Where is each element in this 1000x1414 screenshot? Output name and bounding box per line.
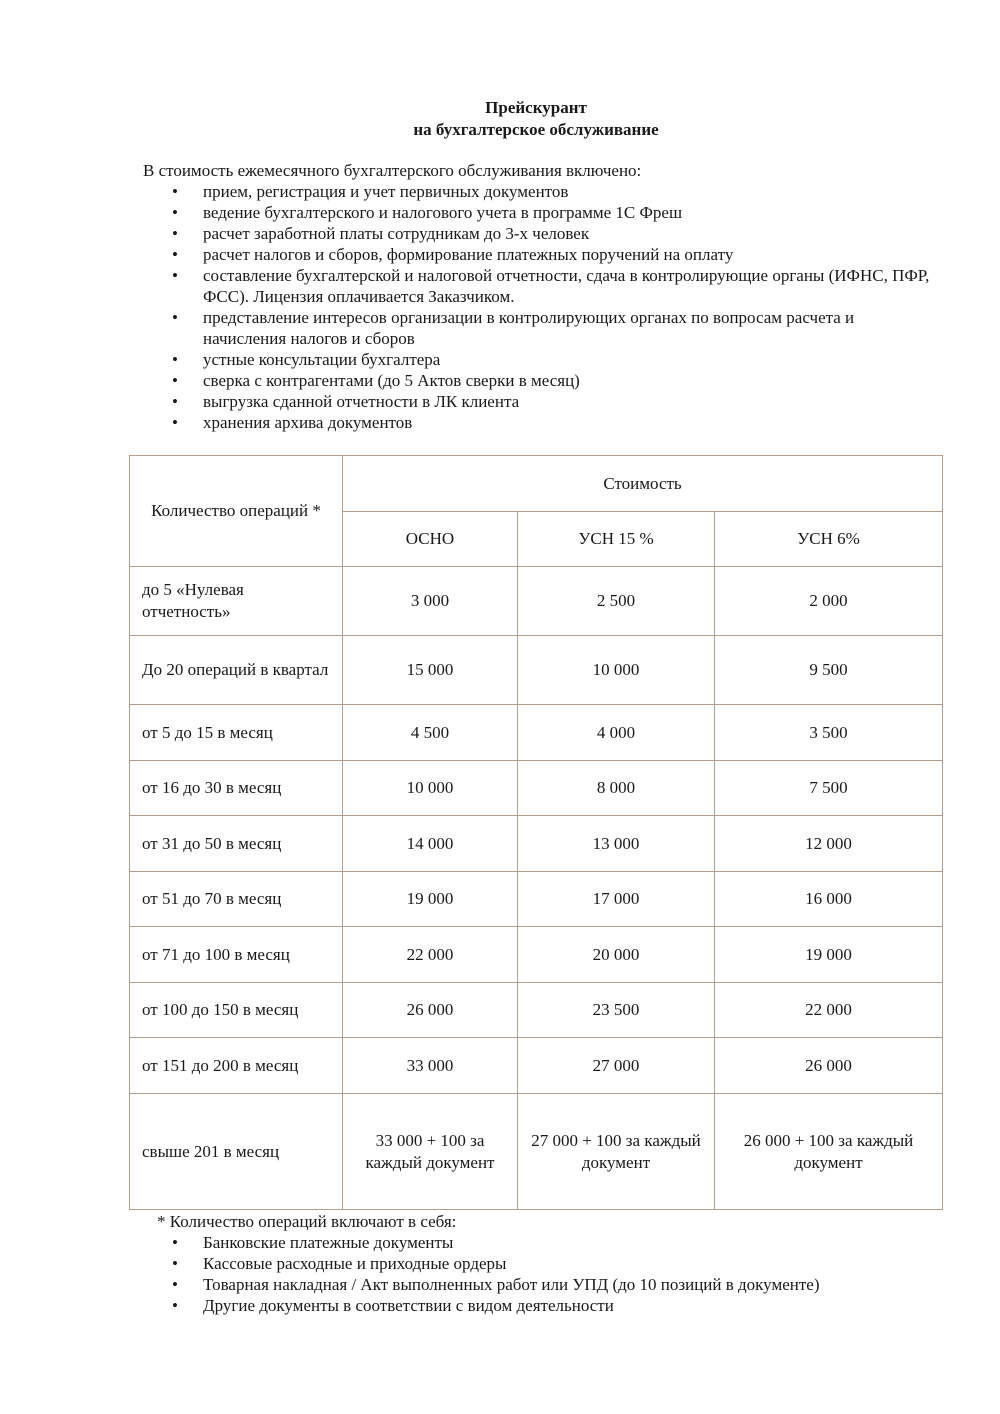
price-usn6: 19 000 <box>715 927 943 983</box>
price-osno: 10 000 <box>343 761 518 816</box>
row-label: от 151 до 200 в месяц <box>130 1038 343 1094</box>
list-item: • сверка с контрагентами (до 5 Актов сверки в месяц) <box>172 370 932 391</box>
price-osno: 33 000 <box>343 1038 518 1094</box>
price-osno: 33 000 + 100 за каждый документ <box>343 1094 518 1210</box>
table-row <box>130 1094 943 1210</box>
price-usn15: 27 000 <box>518 1038 715 1094</box>
row-label: от 31 до 50 в месяц <box>130 816 343 872</box>
included-intro: В стоимость ежемесячного бухгалтерского обслуживания включено: <box>143 161 642 180</box>
price-usn6: 2 000 <box>715 567 943 636</box>
column-header-osno: ОСНО <box>343 512 518 567</box>
row-label: от 16 до 30 в месяц <box>130 761 343 816</box>
list-item: • ведение бухгалтерского и налогового учета в программе 1С Фреш <box>172 202 932 223</box>
row-label: от 51 до 70 в месяц <box>130 872 343 927</box>
footnote-title: * Количество операций включают в себя: <box>157 1212 457 1231</box>
table-row <box>130 1038 943 1094</box>
price-usn6: 26 000 <box>715 1038 943 1094</box>
price-usn6: 16 000 <box>715 872 943 927</box>
list-item: • устные консультации бухгалтера <box>172 349 932 370</box>
included-services-list <box>172 181 932 433</box>
document-title: Прейскурант <box>485 98 587 117</box>
price-usn15: 20 000 <box>518 927 715 983</box>
list-item: • составление бухгалтерской и налоговой отчетности, сдача в контролирующие органы (ИФНС, ПФР, ФСС). Лицензия оплачивается Заказчиком. <box>172 265 932 307</box>
price-osno: 22 000 <box>343 927 518 983</box>
list-item: • прием, регистрация и учет первичных документов <box>172 181 932 202</box>
cost-header: Стоимость <box>343 456 943 512</box>
price-usn15: 27 000 + 100 за каждый документ <box>518 1094 715 1210</box>
table-row <box>130 705 943 761</box>
price-osno: 15 000 <box>343 636 518 705</box>
price-usn6: 12 000 <box>715 816 943 872</box>
price-usn6: 22 000 <box>715 983 943 1038</box>
table-row <box>130 636 943 705</box>
list-item: • расчет налогов и сборов, формирование платежных поручений на оплату <box>172 244 932 265</box>
table-row <box>130 816 943 872</box>
column-header-usn6: УСН 6% <box>715 512 943 567</box>
document-subtitle: на бухгалтерское обслуживание <box>413 120 659 139</box>
table-row <box>130 872 943 927</box>
price-osno: 3 000 <box>343 567 518 636</box>
table-row <box>130 567 943 636</box>
price-usn15: 17 000 <box>518 872 715 927</box>
price-usn6: 9 500 <box>715 636 943 705</box>
price-usn6: 26 000 + 100 за каждый документ <box>715 1094 943 1210</box>
row-label: от 5 до 15 в месяц <box>130 705 343 761</box>
list-item: • Банковские платежные документы <box>172 1232 932 1253</box>
list-item: • Другие документы в соответствии с видом деятельности <box>172 1295 932 1316</box>
price-osno: 4 500 <box>343 705 518 761</box>
table-row <box>130 983 943 1038</box>
list-item: • представление интересов организации в контролирующих органах по вопросам расчета и начисления налогов и сборов <box>172 307 932 349</box>
row-label: от 100 до 150 в месяц <box>130 983 343 1038</box>
table-header-row <box>130 456 943 512</box>
table-row <box>130 761 943 816</box>
price-usn15: 23 500 <box>518 983 715 1038</box>
price-usn15: 10 000 <box>518 636 715 705</box>
column-header-usn15: УСН 15 % <box>518 512 715 567</box>
price-osno: 19 000 <box>343 872 518 927</box>
row-label: До 20 операций в квартал <box>130 636 343 705</box>
price-usn15: 8 000 <box>518 761 715 816</box>
price-table <box>129 455 943 1210</box>
list-item: • выгрузка сданной отчетности в ЛК клиента <box>172 391 932 412</box>
price-osno: 14 000 <box>343 816 518 872</box>
price-usn15: 13 000 <box>518 816 715 872</box>
price-usn6: 3 500 <box>715 705 943 761</box>
list-item: • хранения архива документов <box>172 412 932 433</box>
ops-column-header: Количество операций * <box>130 456 343 567</box>
list-item: • Товарная накладная / Акт выполненных работ или УПД (до 10 позиций в документе) <box>172 1274 932 1295</box>
price-usn6: 7 500 <box>715 761 943 816</box>
price-usn15: 2 500 <box>518 567 715 636</box>
list-item: • расчет заработной платы сотрудникам до 3-х человек <box>172 223 932 244</box>
row-label: от 71 до 100 в месяц <box>130 927 343 983</box>
table-row <box>130 927 943 983</box>
operations-list <box>172 1232 932 1316</box>
price-usn15: 4 000 <box>518 705 715 761</box>
price-osno: 26 000 <box>343 983 518 1038</box>
list-item: • Кассовые расходные и приходные ордеры <box>172 1253 932 1274</box>
row-label: до 5 «Нулевая отчетность» <box>130 567 343 636</box>
row-label: свыше 201 в месяц <box>130 1094 343 1210</box>
